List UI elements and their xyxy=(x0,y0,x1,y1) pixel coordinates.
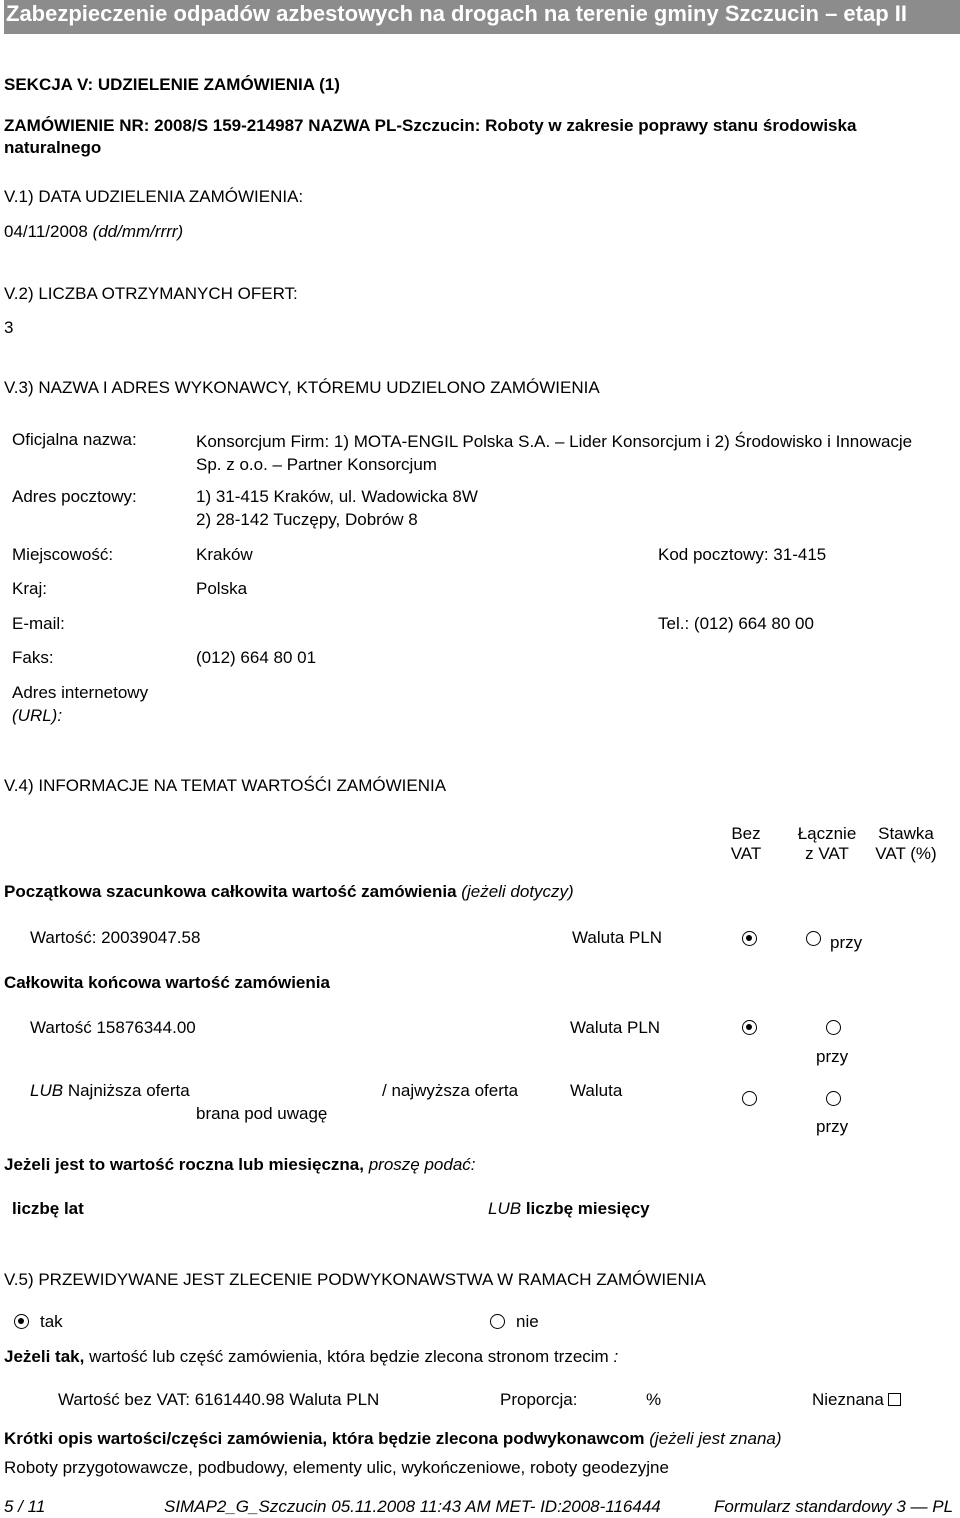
subcontract-if-yes xyxy=(4,1347,618,1367)
award-date xyxy=(4,222,183,242)
months xyxy=(488,1199,650,1219)
subcontract-no-label: nie xyxy=(516,1312,539,1331)
date-format: (dd/mm/rrrr) xyxy=(92,222,184,241)
final-gross-radio[interactable] xyxy=(826,1020,841,1035)
col-vat-line1: Stawka xyxy=(878,824,934,843)
award-date-value: 04/11/2008 xyxy=(4,222,88,241)
annual-note: proszę podać: xyxy=(368,1155,476,1174)
url-label-suffix: (URL): xyxy=(12,706,63,725)
subcontract-yes-radio[interactable] xyxy=(14,1314,29,1329)
proportion-label: Proporcja: xyxy=(500,1390,578,1409)
final-currency xyxy=(570,1018,660,1038)
final-currency-value: PLN xyxy=(627,1018,661,1037)
subcontract-value-label: Wartość bez VAT: xyxy=(58,1390,190,1409)
fax-label: Faks: xyxy=(12,648,54,667)
country-value: Polska xyxy=(196,579,248,598)
subcontract-desc-heading xyxy=(4,1429,782,1449)
url-label: Adres internetowy xyxy=(12,683,149,702)
years-label: liczbę lat xyxy=(12,1199,84,1218)
proportion-percent: % xyxy=(646,1390,662,1409)
lowest-offer-suffix: brana pod uwagę xyxy=(196,1104,328,1123)
if-yes-label: Jeżeli tak, xyxy=(4,1347,85,1366)
initial-net-radio[interactable] xyxy=(742,931,757,946)
offers-count: 3 xyxy=(4,318,14,337)
col-gross-line1: Łącznie xyxy=(797,824,857,843)
v2-heading: V.2) LICZBA OTRZYMANYCH OFERT: xyxy=(4,284,298,303)
address-label: Adres pocztowy: xyxy=(12,487,137,506)
unknown-label: Nieznana xyxy=(812,1390,884,1409)
form-name: Formularz standardowy 3 — PL xyxy=(714,1497,954,1516)
lub-label: LUB xyxy=(30,1081,64,1100)
initial-value-heading xyxy=(4,882,574,902)
postal-value: 31-415 xyxy=(773,545,827,564)
subcontract-no-radio[interactable] xyxy=(490,1314,505,1329)
range-gross-radio[interactable] xyxy=(826,1091,841,1106)
desc-note: (jeżeli jest znana) xyxy=(649,1429,782,1448)
initial-value-amount: 20039047.58 xyxy=(101,928,201,947)
col-header-gross xyxy=(792,824,862,865)
postal-label: Kod pocztowy: xyxy=(658,545,769,564)
col-header-vat-rate xyxy=(868,824,944,865)
city-label: Miejscowość: xyxy=(12,545,114,564)
subcontract-value xyxy=(58,1390,379,1410)
initial-value xyxy=(30,928,200,948)
postal-code xyxy=(658,545,826,565)
col-gross-line2: z VAT xyxy=(805,844,849,864)
initial-gross-radio[interactable] xyxy=(806,931,821,946)
tel-value: (012) 664 80 00 xyxy=(693,614,814,633)
contract-info: ZAMÓWIENIE NR: 2008/S 159-214987 NAZWA PL-Szczucin: Roboty w zakresie poprawy stanu środowiska naturalnego xyxy=(4,116,857,157)
city-value: Kraków xyxy=(196,545,253,564)
final-value-amount: 15876344.00 xyxy=(96,1018,196,1037)
subcontract-currency: Waluta PLN xyxy=(289,1390,380,1409)
currency-value: PLN xyxy=(629,928,663,947)
official-name-label: Oficjalna nazwa: xyxy=(12,430,137,449)
unknown-option xyxy=(812,1390,901,1410)
tel-label: Tel.: xyxy=(658,614,690,633)
initial-value-label: Początkowa szacunkowa całkowita wartość zamówienia xyxy=(4,882,457,901)
final-przy: przy xyxy=(816,1047,849,1066)
section-title: SEKCJA V: UDZIELENIE ZAMÓWIENIA (1) xyxy=(4,75,340,94)
if-yes-text: wartość lub część zamówienia, która będzie zlecona stronom trzecim xyxy=(89,1347,609,1366)
email-label: E-mail: xyxy=(12,614,65,633)
initial-value-caption: Wartość: xyxy=(30,928,97,947)
initial-value-note: (jeżeli dotyczy) xyxy=(461,882,574,901)
final-value-caption: Wartość xyxy=(30,1018,92,1037)
col-net-line2: VAT xyxy=(730,844,762,864)
months-label: liczbę miesięcy xyxy=(525,1199,650,1218)
v4-heading: V.4) INFORMACJE NA TEMAT WARTOŚĆI ZAMÓWIENIA xyxy=(4,776,447,795)
country-label: Kraj: xyxy=(12,579,47,598)
lowest-offer xyxy=(30,1081,190,1101)
annual-heading xyxy=(4,1155,476,1175)
final-net-radio[interactable] xyxy=(742,1020,757,1035)
final-value xyxy=(30,1018,196,1038)
subcontract-yes-label: tak xyxy=(40,1312,63,1331)
months-lub: LUB xyxy=(488,1199,522,1218)
v5-heading: V.5) PRZEWIDYWANE JEST ZLECENIE PODWYKONAWSTWA W RAMACH ZAMÓWIENIA xyxy=(4,1270,706,1289)
address-line2: 2) 28-142 Tuczępy, Dobrów 8 xyxy=(196,510,418,529)
telephone xyxy=(658,614,814,634)
desc-label: Krótki opis wartości/części zamówienia, która będzie zlecona podwykonawcom xyxy=(4,1429,645,1448)
fax-value: (012) 664 80 01 xyxy=(196,648,317,667)
col-net-line1: Bez xyxy=(731,824,761,843)
document-id: SIMAP2_G_Szczucin 05.11.2008 11:43 AM MET- ID:2008-116444 xyxy=(164,1497,661,1516)
range-currency: Waluta xyxy=(570,1081,623,1100)
col-vat-line2: VAT (%) xyxy=(875,844,937,864)
highest-offer-label: / najwyższa oferta xyxy=(382,1081,519,1100)
final-value-heading: Całkowita końcowa wartość zamówienia xyxy=(4,973,330,992)
initial-currency xyxy=(572,928,662,948)
final-currency-caption: Waluta xyxy=(570,1018,623,1037)
initial-przy: przy xyxy=(830,933,863,952)
currency-caption: Waluta xyxy=(572,928,625,947)
if-yes-colon: : xyxy=(613,1347,619,1366)
col-header-net xyxy=(716,824,776,865)
v3-heading: V.3) NAZWA I ADRES WYKONAWCY, KTÓREMU UDZIELONO ZAMÓWIENIA xyxy=(4,378,600,397)
subcontract-value-amount: 6161440.98 xyxy=(194,1390,285,1409)
unknown-checkbox[interactable] xyxy=(888,1393,901,1406)
lowest-offer-label: Najniższa oferta xyxy=(67,1081,190,1100)
page-number: 5 / 11 xyxy=(4,1497,46,1516)
subcontract-desc: Roboty przygotowawcze, podbudowy, elementy ulic, wykończeniowe, roboty geodezyjne xyxy=(4,1458,669,1477)
document-title-bar: Zabezpieczenie odpadów azbestowych na drogach na terenie gminy Szczucin – etap II xyxy=(4,0,960,34)
official-name: Konsorcjum Firm: 1) MOTA-ENGIL Polska S.A. – Lider Konsorcjum i 2) Środowisko i Innowacje Sp. z o.o. – Partner Konsorcjum xyxy=(196,432,913,474)
address-line1: 1) 31-415 Kraków, ul. Wadowicka 8W xyxy=(196,487,478,506)
v1-heading: V.1) DATA UDZIELENIA ZAMÓWIENIA: xyxy=(4,187,304,206)
range-net-radio[interactable] xyxy=(742,1091,757,1106)
annual-label: Jeżeli jest to wartość roczna lub miesięczna, xyxy=(4,1155,364,1174)
range-przy: przy xyxy=(816,1117,849,1136)
